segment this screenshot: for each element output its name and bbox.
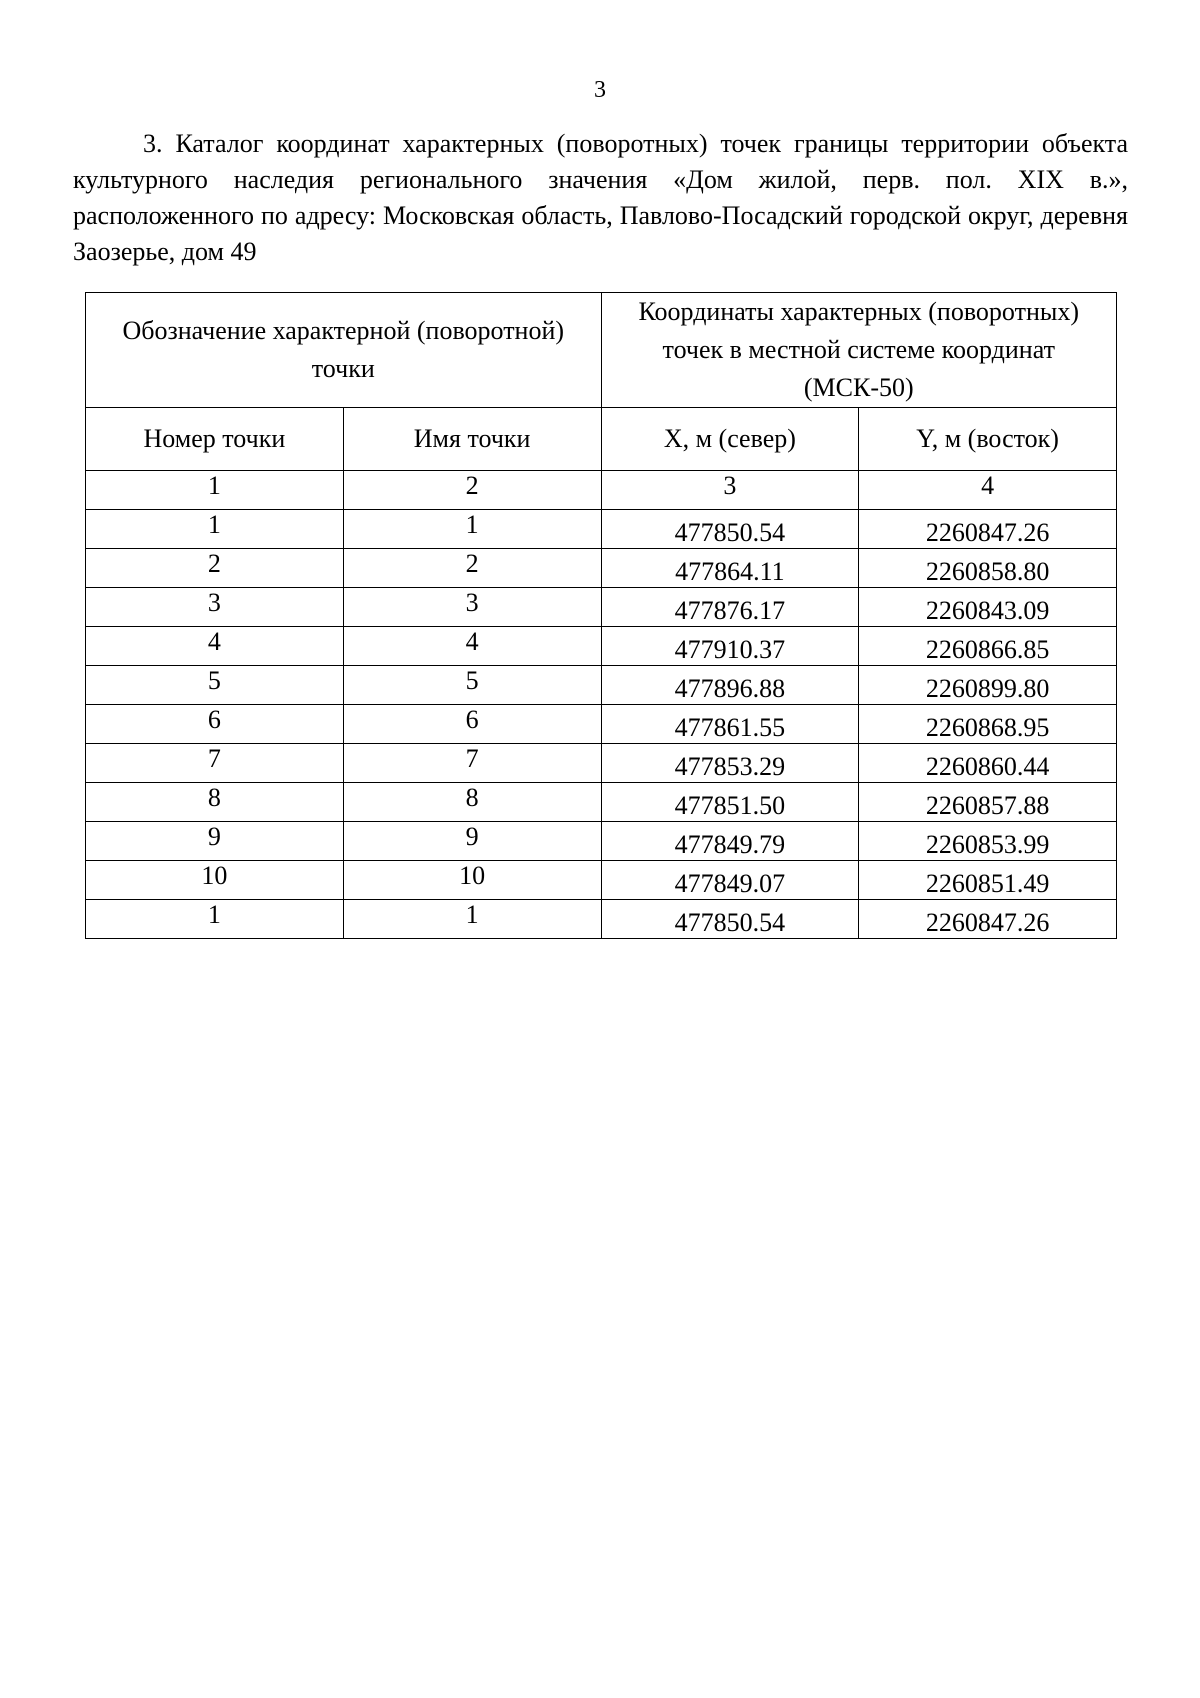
y-coordinate-cell: 2260853.99 <box>859 822 1117 861</box>
point-name-cell: 4 <box>343 627 601 666</box>
header-x-north: X, м (север) <box>601 408 859 471</box>
table-row <box>86 900 1117 939</box>
column-index-row <box>86 471 1117 510</box>
point-number-cell: 1 <box>86 510 344 549</box>
point-name-cell: 8 <box>343 783 601 822</box>
point-number-cell: 10 <box>86 861 344 900</box>
point-name-cell: 6 <box>343 705 601 744</box>
header-coordinates: Координаты характерных (поворотных) точек в местной системе координат (МСК-50) <box>601 293 1117 408</box>
header-point-designation: Обозначение характерной (поворотной) точки <box>86 293 602 408</box>
y-coordinate-cell: 2260851.49 <box>859 861 1117 900</box>
x-coordinate-cell: 477851.50 <box>601 783 859 822</box>
point-name-cell: 5 <box>343 666 601 705</box>
x-coordinate-cell: 477910.37 <box>601 627 859 666</box>
x-coordinate-cell: 477849.07 <box>601 861 859 900</box>
point-number-cell: 1 <box>86 900 344 939</box>
y-coordinate-cell: 2260847.26 <box>859 510 1117 549</box>
point-number-cell: 5 <box>86 666 344 705</box>
point-number-cell: 2 <box>86 549 344 588</box>
point-name-cell: 3 <box>343 588 601 627</box>
column-index-cell: 4 <box>859 471 1117 510</box>
point-name-cell: 9 <box>343 822 601 861</box>
y-coordinate-cell: 2260843.09 <box>859 588 1117 627</box>
point-name-cell: 7 <box>343 744 601 783</box>
point-number-cell: 7 <box>86 744 344 783</box>
table-row <box>86 744 1117 783</box>
header-y-east: Y, м (восток) <box>859 408 1117 471</box>
column-index-cell: 2 <box>343 471 601 510</box>
point-name-cell: 1 <box>343 510 601 549</box>
section-heading-paragraph: 3. Каталог координат характерных (поворотных) точек границы территории объекта культурного наследия регионального значения «Дом жилой, перв. пол. XIX в.», расположенного по адресу: Московская область, Павлово-Посадский городской округ, деревня Заозерье, дом 49 <box>73 129 1128 266</box>
y-coordinate-cell: 2260860.44 <box>859 744 1117 783</box>
x-coordinate-cell: 477850.54 <box>601 510 859 549</box>
y-coordinate-cell: 2260858.80 <box>859 549 1117 588</box>
point-number-cell: 8 <box>86 783 344 822</box>
y-coordinate-cell: 2260899.80 <box>859 666 1117 705</box>
point-name-cell: 2 <box>343 549 601 588</box>
table-row <box>86 510 1117 549</box>
table-row <box>86 588 1117 627</box>
column-index-cell: 3 <box>601 471 859 510</box>
table-row <box>86 666 1117 705</box>
y-coordinate-cell: 2260866.85 <box>859 627 1117 666</box>
x-coordinate-cell: 477876.17 <box>601 588 859 627</box>
point-name-cell: 10 <box>343 861 601 900</box>
header-point-name: Имя точки <box>343 408 601 471</box>
y-coordinate-cell: 2260847.26 <box>859 900 1117 939</box>
header-point-number: Номер точки <box>86 408 344 471</box>
coordinates-table <box>85 292 1117 939</box>
table-row <box>86 705 1117 744</box>
point-name-cell: 1 <box>343 900 601 939</box>
table-row <box>86 627 1117 666</box>
x-coordinate-cell: 477861.55 <box>601 705 859 744</box>
table-row <box>86 783 1117 822</box>
y-coordinate-cell: 2260857.88 <box>859 783 1117 822</box>
table-row <box>86 861 1117 900</box>
point-number-cell: 6 <box>86 705 344 744</box>
table-row <box>86 549 1117 588</box>
x-coordinate-cell: 477850.54 <box>601 900 859 939</box>
x-coordinate-cell: 477853.29 <box>601 744 859 783</box>
point-number-cell: 4 <box>86 627 344 666</box>
x-coordinate-cell: 477849.79 <box>601 822 859 861</box>
y-coordinate-cell: 2260868.95 <box>859 705 1117 744</box>
column-index-cell: 1 <box>86 471 344 510</box>
page-number: 3 <box>594 77 606 103</box>
table-row <box>86 822 1117 861</box>
point-number-cell: 9 <box>86 822 344 861</box>
point-number-cell: 3 <box>86 588 344 627</box>
x-coordinate-cell: 477896.88 <box>601 666 859 705</box>
x-coordinate-cell: 477864.11 <box>601 549 859 588</box>
